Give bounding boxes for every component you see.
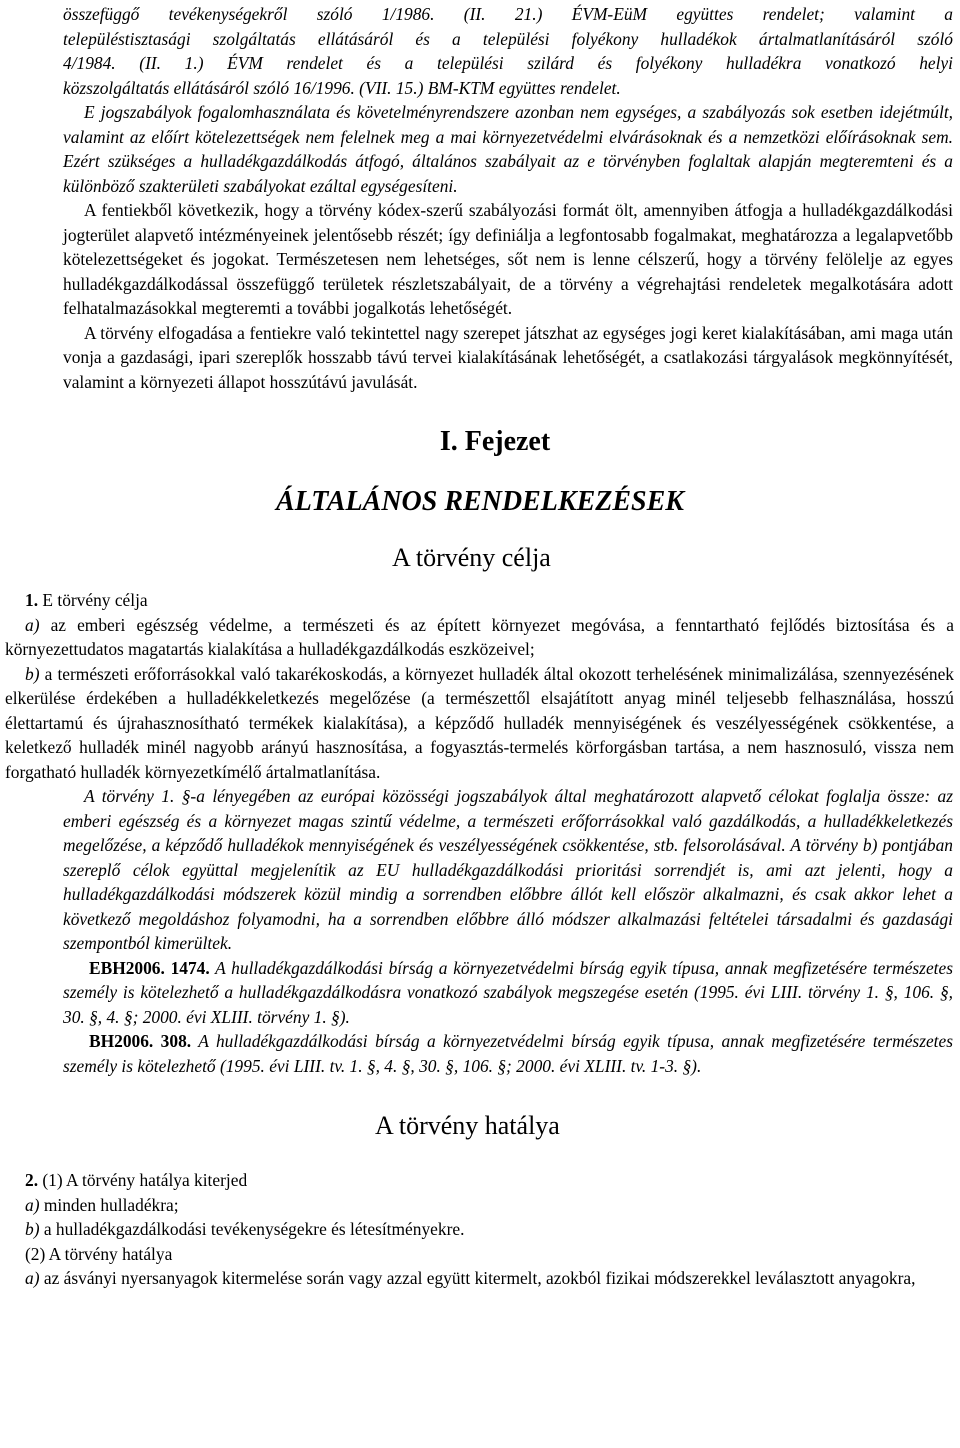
point-label: a) bbox=[25, 1268, 40, 1288]
document-page bbox=[0, 2, 960, 1291]
point-label: b) bbox=[25, 1219, 40, 1239]
text-line: közszolgáltatás ellátásáról szóló 16/1996. (VII. 15.) BM-KTM együttes rendelet. bbox=[63, 77, 621, 98]
point-b bbox=[0, 662, 960, 785]
case-law-ebh bbox=[0, 956, 960, 1030]
section-2-paragraph bbox=[0, 1168, 960, 1193]
text-line: településtisztasági szolgáltatás ellátásáról és a települési folyékony hulladékok ártalmatlanításáról szóló bbox=[63, 28, 953, 49]
point-b bbox=[0, 1217, 960, 1242]
point-text: minden hulladékra; bbox=[39, 1194, 179, 1215]
section-heading-scope: A törvény hatálya bbox=[375, 1111, 560, 1140]
intro-paragraph-2: E jogszabályok fogalomhasználata és követelményrendszere azonban nem egységes, a szabályozás sok esetben idejétmúlt, valamint az előírt kötelezettségek nem felelnek meg a mai környezetvédelmi elvárásoknak és a nemzetközi előírásoknak sem. Ezért szükséges a hulladékgazdálkodás átfogó, általános szabályait az e törvényben foglaltak alapján megteremteni és a különböző szakterületi szabályokat ezáltal egységesíteni. bbox=[63, 102, 953, 196]
point-label: a) bbox=[25, 614, 40, 635]
point-text: a természeti erőforrásokkal való takarékoskodás, a környezet hulladék által okozott terhelésének minimalizálása, szennyezésének elkerülése érdekében a hulladékkeletkezés megelőzése (a természettől elsajátított anyag minél teljesebb felhasználása, hosszú élettartamú és újrahasznosítható termékek kialakítása), a képződő hulladék mennyiségének és veszélyességének csökkentése, a keletkező hulladék minél nagyobb arányú hasznosítása, a fogyasztás-termelés körforgásban tartása, a nem hasznosuló, vissza nem forgatható hulladék környezetkímélő ártalmatlanítása. bbox=[5, 663, 954, 782]
section-1-paragraph bbox=[0, 588, 960, 613]
intro-paragraph-3: A fentiekből következik, hogy a törvény kódex-szerű szabályozási formát ölt, amennyiben átfogja a hulladékgazdálkodási jogterület alapvető intézményeinek jelentősebb részét; így definiálja a legfontosabb fogalmakat, meghatározza a legalapvetőbb kötelezettségeket és jogokat. Természetesen nem lehetséges, sőt nem is lenne célszerű, hogy a törvény felölelje az egyes hulladékgazdálkodással összefüggő területek részletszabályait, de a törvény a végrehajtási rendeletek megalkotására adott felhatalmazásokkal megteremti a további jogalkotás lehetőségét. bbox=[63, 200, 953, 318]
point-label: a) bbox=[25, 1194, 40, 1215]
paragraph-lead: (1) A törvény hatálya kiterjed bbox=[38, 1170, 248, 1190]
case-reference: BH2006. 308. bbox=[89, 1031, 192, 1051]
paragraph-lead: E törvény célja bbox=[38, 590, 148, 610]
point-text: az ásványi nyersanyagok kitermelése során vagy azzal együtt kitermelt, azokból fizikai módszerekkel leválasztott anyagokra, bbox=[39, 1268, 916, 1288]
point-a-2 bbox=[0, 1266, 960, 1291]
subsection-2: (2) A törvény hatálya bbox=[25, 1243, 173, 1264]
paragraph-number: 2. bbox=[25, 1170, 39, 1190]
case-summary: A hulladékgazdálkodási bírság a környezetvédelmi bírság egyik típusa, annak megfizetésére természetes személy is kötelezhető a hulladékgazdálkodásra vonatkozó szabályok megszegése esetén (1995. évi LIII. törvény 1. §, 106. §, 30. §, 4. §; 2000. évi XLIII. törvény 1. §). bbox=[63, 957, 953, 1027]
intro-paragraph-1 bbox=[0, 2, 960, 100]
point-a bbox=[0, 1193, 960, 1218]
paragraph-number: 1. bbox=[25, 590, 39, 610]
point-text: a hulladékgazdálkodási tevékenységekre és létesítményekre. bbox=[39, 1219, 465, 1239]
case-reference: EBH2006. 1474. bbox=[89, 957, 210, 978]
point-label: b) bbox=[25, 663, 40, 684]
case-summary: A hulladékgazdálkodási bírság a környezetvédelmi bírság egyik típusa, annak megfizetésére természetes személy is kötelezhető (1995. évi LIII. tv. 1. §, 4. §, 30. §, 106. §; 2000. évi XLIII. tv. 1-3. §). bbox=[63, 1031, 953, 1076]
chapter-number: I. Fejezet bbox=[439, 426, 551, 457]
point-text: az emberi egészség védelme, a természeti és az épített környezet megóvása, a fenntartható fejlődés biztosítása és a környezettudatos magatartás kialakítása a hulladékgazdálkodás eszközeivel; bbox=[5, 614, 954, 659]
point-a bbox=[0, 613, 960, 662]
text-line: 4/1984. (II. 1.) ÉVM rendelet és a települési szilárd és folyékony hulladékra vonatkozó helyi bbox=[63, 53, 953, 73]
commentary-paragraph: A törvény 1. §-a lényegében az európai közösségi jogszabályok által meghatározott alapvető célokat foglalja össze: az emberi egészség és a környezet magas szintű védelme, a természeti erőforrásokkal való gazdálkodás, a hulladékkeletkezés megelőzése, a képződő hulladékok mennyiségének és veszélyességének csökkentése, stb. felsorolásával. A törvény b) pontjában szereplő célok együttal megjelenítik az EU hulladékgazdálkodási prioritási sorrendjét is, ami azt jelenti, hogy a hulladékgazdálkodási módszerek közül mindig a sorrendben előbbre állót kell először alkalmazni, és csak akkor lehet a következő megoldáshoz folyamodni, ha a sorrendben előbbre álló módszer alkalmazási feltételei társadalmi és gazdasági szempontból kimerültek. bbox=[63, 786, 953, 953]
intro-paragraph-4: A törvény elfogadása a fentiekre való tekintettel nagy szerepet játszhat az egységes jogi keret kialakításában, ami maga után vonja a gazdasági, ipari szereplők hosszabb távú tervei kialakításának lehetőségét, a csatlakozási tárgyalások megkönnyítését, valamint a környezeti állapot hosszútávú javulását. bbox=[63, 322, 953, 392]
chapter-title: ÁLTALÁNOS RENDELKEZÉSEK bbox=[276, 486, 684, 517]
section-heading-purpose: A törvény célja bbox=[392, 543, 551, 572]
text-line: összefüggő tevékenységekről szóló 1/1986. (II. 21.) ÉVM-EüM együttes rendelet; valamint a bbox=[63, 4, 953, 24]
case-law-bh bbox=[0, 1029, 960, 1078]
